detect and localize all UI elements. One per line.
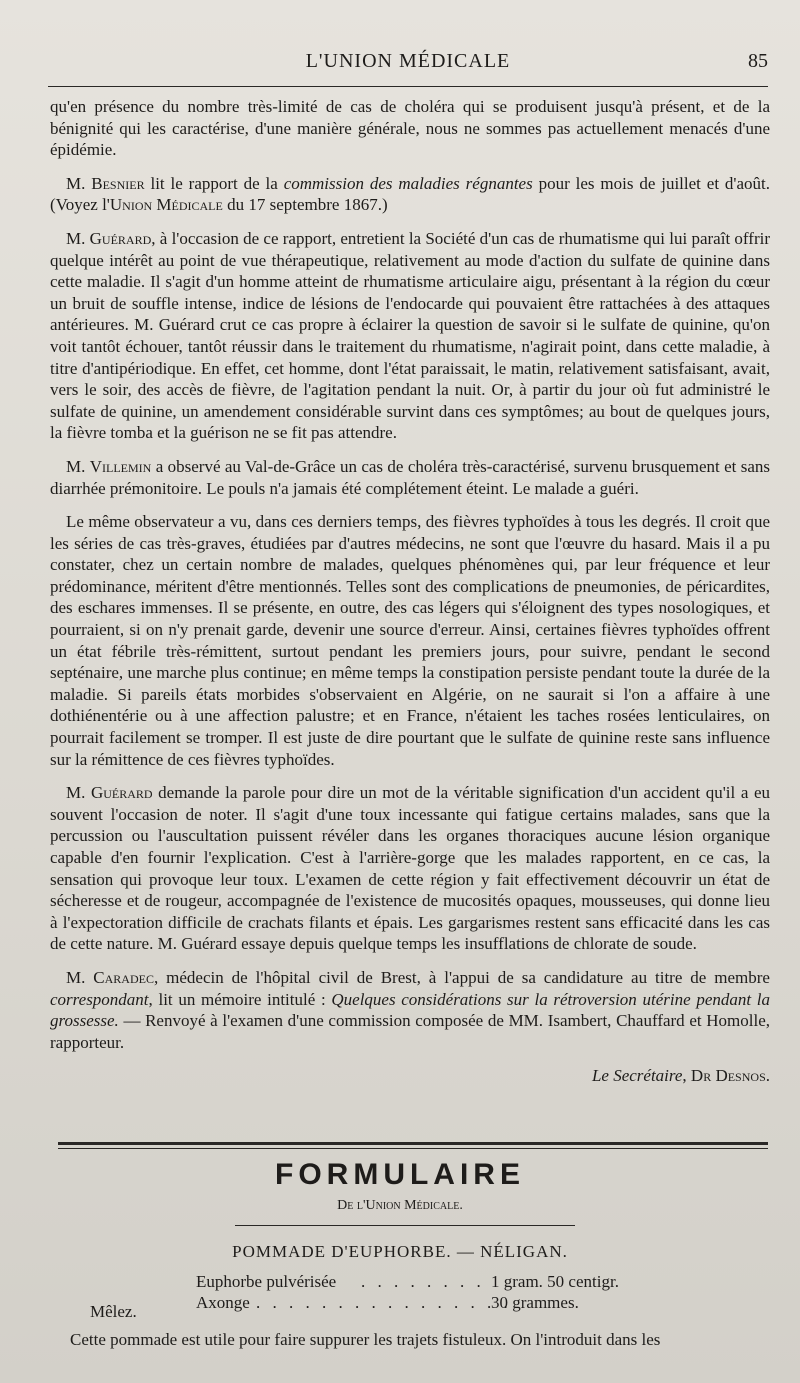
recipe-instruction: Mêlez. — [90, 1302, 137, 1321]
text-run: M. — [66, 228, 90, 248]
paragraph — [50, 967, 770, 1053]
section-rule-thin — [58, 1148, 768, 1149]
paragraph — [50, 173, 770, 216]
text-run: Le même observateur a vu, dans ces derniers temps, des fièvres typhoïdes à tous les degrés. Il croit que les séries de cas très-graves, étudiées par d'autres médecins, ne sont que l'œuvre du hasard. Mais il a pu constater, chez un certain nombre de malades, quelques phénomènes qui, par leur fréquence et leur prédominance, méritent d'être mentionnés. Telles sont des complications de pneumonies, de péricardites, des eschares immenses. Il se présente, en outre, des cas légers qui s'éloignent des types nosologiques, et pourraient, si on n'y prenait garde, devenir une source d'erreur. Ainsi, certaines fièvres typhoïdes offrent un état fébrile très-rémittent, surtout pendant les premiers jours, pour suivre, pendant le second septénaire, une marche plus continue; en même temps la constipation persiste pendant toute la durée de la maladie. Si pareils états morbides s'observaient en Algérie, on ne saurait si l'on a affaire à une dothiénentérie ou à une affection palustre; et en France, n'étaient les taches rosées lenticulaires, on pourrait facilement se tromper. Il est juste de dire pourtant que le sulfate de quinine reste sans influence sur la rémittence de ces fièvres typhoïdes. — [50, 512, 770, 769]
ingredient-quantity: 30 grammes. — [491, 1293, 579, 1312]
text-run: qu'en présence du nombre très-limité de cas de choléra qui se produisent jusqu'à présent, et de la bénignité qui les caractérise, d'une manière générale, nous ne sommes pas actuellement menacés d'une épidémie. — [50, 97, 770, 160]
text-run: lit le rapport de la — [144, 173, 284, 193]
text-run: M. — [66, 783, 91, 803]
text-run: pour les mois de juillet et d'août. (Voyez l' — [50, 173, 770, 215]
leader-dots: . . . . . . . . — [361, 1272, 485, 1291]
signature-role: Le Secrétaire — [591, 1066, 683, 1086]
text-run: , médecin de l'hôpital civil de Brest, à l'appui de sa candidature au titre de membre — [153, 967, 770, 987]
italic-text: commission des maladies régnantes — [283, 173, 533, 193]
ingredient-quantity: 1 gram. 50 centigr. — [491, 1272, 619, 1291]
recipe-text: Cette pommade est utile pour faire suppurer les trajets fistuleux. On l'introduit dans les — [70, 1330, 661, 1349]
text-run: M. — [66, 173, 92, 193]
speaker-name: Besnier — [91, 173, 145, 193]
page-header — [48, 50, 768, 80]
speaker-name: Caradec — [93, 967, 154, 987]
ingredient-name: Euphorbe pulvérisée — [196, 1272, 337, 1291]
header-rule — [48, 86, 768, 87]
paragraph — [50, 511, 770, 770]
italic-text: Quelques considérations sur la rétroversion utérine pendant la grossesse. — [50, 989, 770, 1031]
text-run: du 17 septembre 1867.) — [222, 195, 388, 215]
speaker-name: Guérard — [90, 783, 153, 803]
text-run: demande la parole pour dire un mot de la véritable signification d'un accident qu'il a eu souvent l'occasion de noter. Il s'agit d'une toux incessante qui fatigue certains malades, sans que la percussion ou l'auscultation puissent révéler dans les organes thoraciques aucune lésion organique capable d'en fournir l'explication. C'est à l'arrière-gorge que les malades rapportent, en ce cas, la sensation qui provoque leur toux. L'examen de cette région y fait effectivement découvrir un état de sécheresse et de rougeur, accompagnée de l'existence de mucosités opaques, mousseuses, qui donne lieu à l'expectoration difficile de crachats filants et épais. Les gargarismes restent sans efficacité dans les cas de cette nature. M. Guérard essaye depuis quelque temps les insufflations de chlorate de soude. — [50, 783, 770, 954]
running-title: L'UNION MÉDICALE — [305, 50, 511, 72]
paragraph — [50, 96, 770, 161]
paragraph — [50, 456, 770, 499]
paragraph — [50, 782, 770, 955]
signature: Le Secrétaire, Dr Desnos. — [591, 1066, 770, 1086]
signature-name: Dr Desnos. — [690, 1066, 770, 1086]
text-run: a observé au Val-de-Grâce un cas de choléra très-caractérisé, survenu brusquement et sans diarrhée prémonitoire. Le pouls n'a jamais été complétement éteint. Le malade a guéri. — [50, 456, 770, 498]
page-number: 85 — [748, 50, 768, 72]
formulaire-subtitle: De l'Union Médicale. — [337, 1198, 463, 1213]
speaker-name: Union Médicale — [109, 195, 223, 215]
italic-text: correspondant — [50, 989, 149, 1009]
speaker-name: Villemin — [89, 456, 152, 476]
recipe-title: POMMADE D'EUPHORBE. — NÉLIGAN. — [232, 1242, 568, 1261]
ingredient-name: Axonge — [196, 1293, 250, 1312]
formulaire-rule — [235, 1225, 575, 1226]
text-run: , lit un mémoire intitulé : — [148, 989, 332, 1009]
speaker-name: Guérard — [89, 228, 152, 248]
leader-dots: . . . . . . . . . . . . . . . . — [256, 1293, 512, 1312]
minutes-body — [50, 96, 770, 1087]
text-run: , à l'occasion de ce rapport, entretient la Société d'un cas de rhumatisme qui lui paraît offrir quelque intérêt au point de vue thérapeutique, relativement au mode d'action du sulfate de quinine dans cette maladie. Il s'agit d'un homme atteint de rhumatisme articulaire aigu, présentant à la région du cœur un bruit de souffle intense, indice de lésions de l'endocarde qui pouvaient être rattachées à des attaques antérieures. M. Guérard crut ce cas propre à éclairer la question de savoir si le sulfate de quinine, qu'on voit tantôt échouer, tantôt réussir dans le traitement du rhumatisme, n'agirait point, dans cette maladie, à titre d'antipériodique. En effet, cet homme, dont l'état paraissait, le matin, relativement satisfaisant, avait, vers le soir, des accès de fièvre, de l'agitation pendant la nuit. Or, à partir du jour où fut administré le sulfate de quinine, un amendement considérable survint dans ces symptômes; au bout de quelques jours, la fièvre tomba et la guérison ne se fit pas attendre. — [50, 228, 770, 443]
paragraph — [50, 228, 770, 444]
text-run: M. — [66, 456, 90, 476]
section-rule-thick — [58, 1142, 768, 1145]
text-run: M. — [66, 967, 94, 987]
formulaire-title: FORMULAIRE — [275, 1158, 525, 1191]
text-run: — Renvoyé à l'examen d'une commission composée de MM. Isambert, Chauffard et Homolle, rapporteur. — [50, 1011, 770, 1052]
